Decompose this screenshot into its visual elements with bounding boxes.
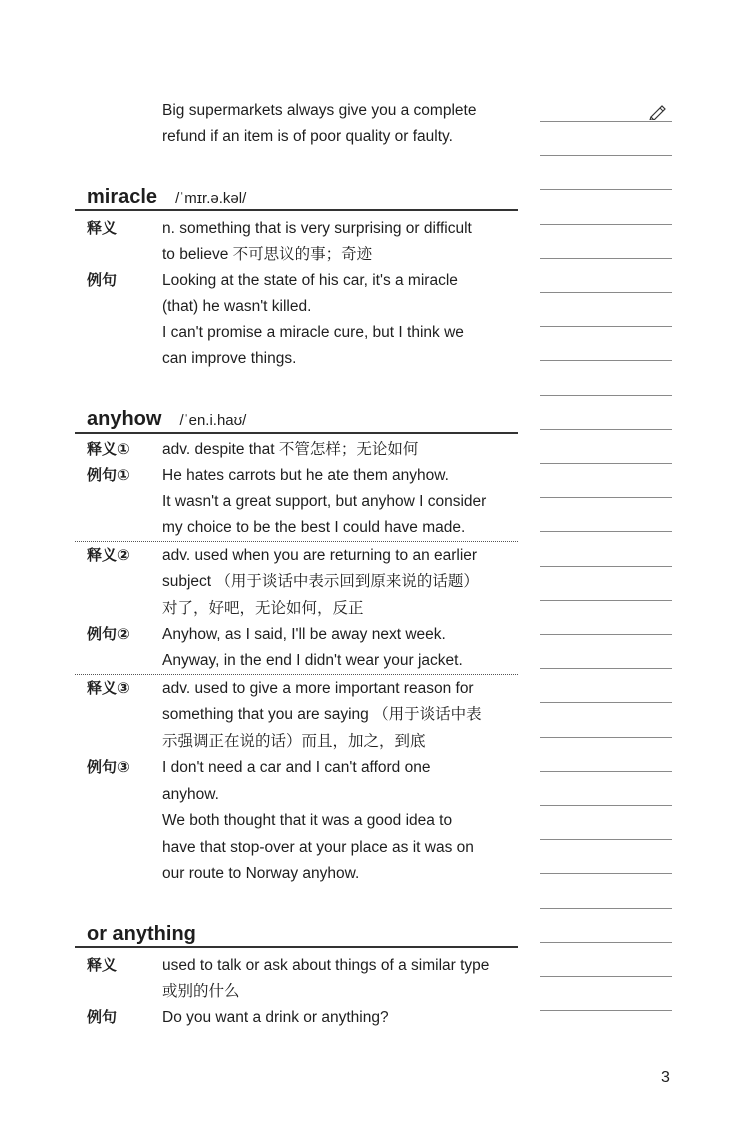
- note-line: [540, 326, 672, 327]
- entry-rule: [75, 209, 518, 211]
- note-line: [540, 360, 672, 361]
- note-line: [540, 771, 672, 772]
- definition-label: 释义③: [87, 680, 130, 697]
- example-line: my choice to be the best I could have made.: [162, 519, 466, 536]
- note-line: [540, 1010, 672, 1011]
- definition-line: adv. used when you are returning to an earlier: [162, 547, 478, 564]
- note-line: [540, 189, 672, 190]
- note-line: [540, 873, 672, 874]
- note-line: [540, 258, 672, 259]
- note-line: [540, 429, 672, 430]
- definition-line: something that you are saying （用于谈话中表: [162, 706, 482, 723]
- example-line: anyhow.: [162, 786, 219, 803]
- example-line: Do you want a drink or anything?: [162, 1009, 389, 1026]
- headword-or-anything: or anything: [87, 923, 196, 945]
- note-line: [540, 805, 672, 806]
- note-line: [540, 634, 672, 635]
- definition-line: adv. used to give a more important reason for: [162, 680, 474, 697]
- example-line: (that) he wasn't killed.: [162, 298, 312, 315]
- note-line: [540, 155, 672, 156]
- definition-label: 释义①: [87, 441, 130, 458]
- definition-line: 或别的什么: [162, 983, 240, 1000]
- note-line: [540, 224, 672, 225]
- example-line: have that stop-over at your place as it was on: [162, 839, 474, 856]
- example-line: He hates carrots but he ate them anyhow.: [162, 467, 449, 484]
- example-line: our route to Norway anyhow.: [162, 865, 360, 882]
- page-number: 3: [661, 1069, 670, 1086]
- note-line: [540, 737, 672, 738]
- pronunciation: /ˈen.i.haʊ/: [179, 412, 247, 429]
- definition-line: subject （用于谈话中表示回到原来说的话题）: [162, 573, 479, 590]
- note-line: [540, 668, 672, 669]
- definition-line: used to talk or ask about things of a similar type: [162, 957, 490, 974]
- definition-label: 释义: [87, 957, 118, 974]
- entry-headword: [87, 185, 246, 211]
- entry-headword: [87, 922, 196, 946]
- note-line: [540, 497, 672, 498]
- note-line: [540, 531, 672, 532]
- headword-miracle: miracle: [87, 186, 158, 208]
- note-line: [540, 702, 672, 703]
- example-line: can improve things.: [162, 350, 297, 367]
- example-label: 例句③: [87, 759, 130, 776]
- example-line: Looking at the state of his car, it's a miracle: [162, 272, 458, 289]
- definition-label: 释义: [87, 220, 118, 237]
- note-line: [540, 121, 672, 122]
- example-label: 例句②: [87, 626, 130, 643]
- example-line: Big supermarkets always give you a complete: [162, 102, 477, 119]
- example-label: 例句: [87, 272, 118, 289]
- example-label: 例句: [87, 1009, 118, 1026]
- note-line: [540, 942, 672, 943]
- sense-divider: [75, 541, 518, 542]
- definition-line: 示强调正在说的话）而且，加之，到底: [162, 733, 426, 750]
- pronunciation: /ˈmɪr.ə.kəl/: [175, 190, 247, 207]
- note-line: [540, 839, 672, 840]
- example-line: Anyway, in the end I didn't wear your jacket.: [162, 652, 463, 669]
- sense-divider: [75, 674, 518, 675]
- definition-line: to believe 不可思议的事；奇迹: [162, 246, 373, 263]
- entry-rule: [75, 946, 518, 948]
- note-line: [540, 463, 672, 464]
- pencil-icon: [648, 104, 668, 120]
- entry-rule: [75, 432, 518, 434]
- example-line: I don't need a car and I can't afford one: [162, 759, 431, 776]
- note-line: [540, 566, 672, 567]
- note-line: [540, 908, 672, 909]
- definition-line: 对了，好吧，无论如何，反正: [162, 600, 364, 617]
- example-line: Anyhow, as I said, I'll be away next week.: [162, 626, 446, 643]
- entry-headword: [87, 407, 246, 433]
- note-line: [540, 395, 672, 396]
- definition-line: n. something that is very surprising or difficult: [162, 220, 472, 237]
- example-line: I can't promise a miracle cure, but I think we: [162, 324, 464, 341]
- headword-anyhow: anyhow: [87, 408, 162, 430]
- note-line: [540, 976, 672, 977]
- definition-label: 释义②: [87, 547, 130, 564]
- example-line: We both thought that it was a good idea to: [162, 812, 453, 829]
- example-line: It wasn't a great support, but anyhow I consider: [162, 493, 487, 510]
- example-label: 例句①: [87, 467, 130, 484]
- example-line: refund if an item is of poor quality or faulty.: [162, 128, 453, 145]
- note-line: [540, 292, 672, 293]
- note-line: [540, 600, 672, 601]
- definition-line: adv. despite that 不管怎样；无论如何: [162, 441, 419, 458]
